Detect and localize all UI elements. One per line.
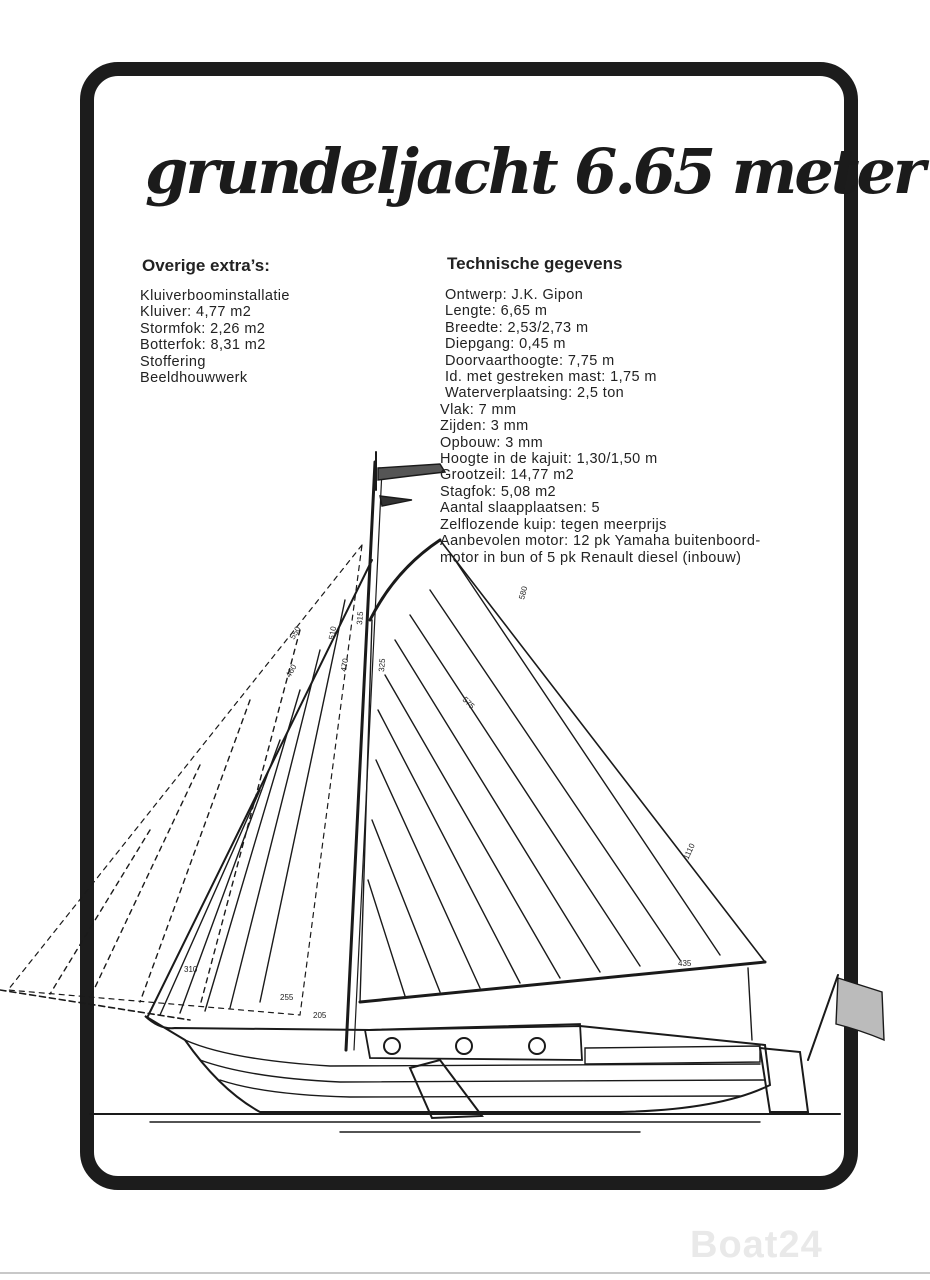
list-item: Zelflozende kuip: tegen meerprijs [440, 516, 667, 533]
sail-seam [368, 880, 405, 996]
flagpole [808, 975, 838, 1060]
sail-seam [160, 790, 260, 1015]
dimension-label: 580 [517, 585, 530, 601]
dimension-label: 205 [313, 1011, 327, 1020]
dimension-label: 325 [377, 658, 388, 673]
list-item: Stoffering [140, 353, 206, 370]
list-item: Id. met gestreken mast: 1,75 m [445, 369, 657, 386]
bowsprit [0, 990, 190, 1020]
list-item: Kluiver: 4,77 m2 [140, 304, 252, 321]
sail-seam [230, 650, 320, 1008]
jib-leech [260, 600, 345, 1002]
list-item: Stormfok: 2,26 m2 [140, 320, 266, 337]
dimension-label: 310 [184, 965, 198, 974]
scan-edge [0, 1272, 930, 1274]
list-item: Opbouw: 3 mm [440, 434, 544, 451]
sail-seam [205, 690, 300, 1011]
list-item: Lengte: 6,65 m [445, 303, 548, 320]
porthole [529, 1038, 545, 1054]
mainsail-leech [440, 540, 765, 962]
porthole [384, 1038, 400, 1054]
sail-seam [372, 820, 440, 992]
dimension-label: 470 [339, 657, 351, 673]
dimension-label: 460 [283, 662, 299, 679]
list-item: Ontwerp: J.K. Gipon [445, 287, 584, 303]
list-item: Waterverplaatsing: 2,5 ton [445, 385, 625, 402]
leeboard [410, 1060, 482, 1118]
extras-heading: Overige extra’s: [142, 256, 270, 275]
list-item: Hoogte in de kajuit: 1,30/1,50 m [440, 451, 658, 468]
mast-line [346, 462, 375, 1050]
mainsail-luff [360, 620, 372, 1002]
list-item: motor in bun of 5 pk Renault diesel (inbouw) [440, 549, 742, 566]
sail-seam [455, 560, 720, 955]
sail-seam [410, 615, 640, 966]
hull-plank [220, 1080, 740, 1097]
pennant-flag [378, 464, 445, 480]
porthole [456, 1038, 472, 1054]
list-item: Grootzeil: 14,77 m2 [440, 467, 575, 484]
technical-heading: Technische gegevens [447, 254, 623, 273]
list-item: Aanbevolen motor: 12 pk Yamaha buitenboord- [440, 533, 761, 550]
cockpit [585, 1046, 760, 1064]
list-item: Stagfok: 5,08 m2 [440, 483, 557, 500]
list-item: Vlak: 7 mm [440, 401, 517, 418]
list-item: Diepgang: 0,45 m [445, 336, 566, 353]
dashed-jib-outline [8, 545, 362, 1015]
cabin [365, 1024, 582, 1060]
gaff [370, 540, 440, 620]
dashed-seam [50, 830, 150, 994]
dimension-label: 510 [327, 625, 339, 641]
list-item: Aantal slaapplaatsen: 5 [440, 500, 600, 517]
sail-seam [430, 590, 680, 960]
dimension-label: 1110 [681, 841, 697, 861]
list-item: Beeldhouwwerk [140, 370, 248, 387]
stern-flag [836, 978, 884, 1040]
list-item: Doorvaarthoogte: 7,75 m [445, 352, 615, 369]
wind-vane [380, 496, 412, 506]
dimension-label: 315 [355, 611, 366, 626]
technical-list [440, 287, 761, 566]
list-item: Breedte: 2,53/2,73 m [445, 319, 589, 336]
dimension-label: 255 [280, 993, 294, 1002]
dimension-label: 550 [287, 624, 303, 641]
dimension-label: 575 [460, 695, 477, 711]
list-item: Kluiverboominstallatie [140, 288, 290, 304]
dimension-label: 435 [678, 959, 692, 968]
mainsheet [748, 968, 752, 1040]
sail-seam [385, 675, 560, 978]
boom [360, 962, 765, 1002]
list-item: Zijden: 3 mm [440, 418, 529, 435]
watermark: Boat24 [690, 1224, 823, 1266]
page-title: grundeljacht 6.65 meter [145, 135, 923, 208]
list-item: Botterfok: 8,31 m2 [140, 337, 266, 354]
